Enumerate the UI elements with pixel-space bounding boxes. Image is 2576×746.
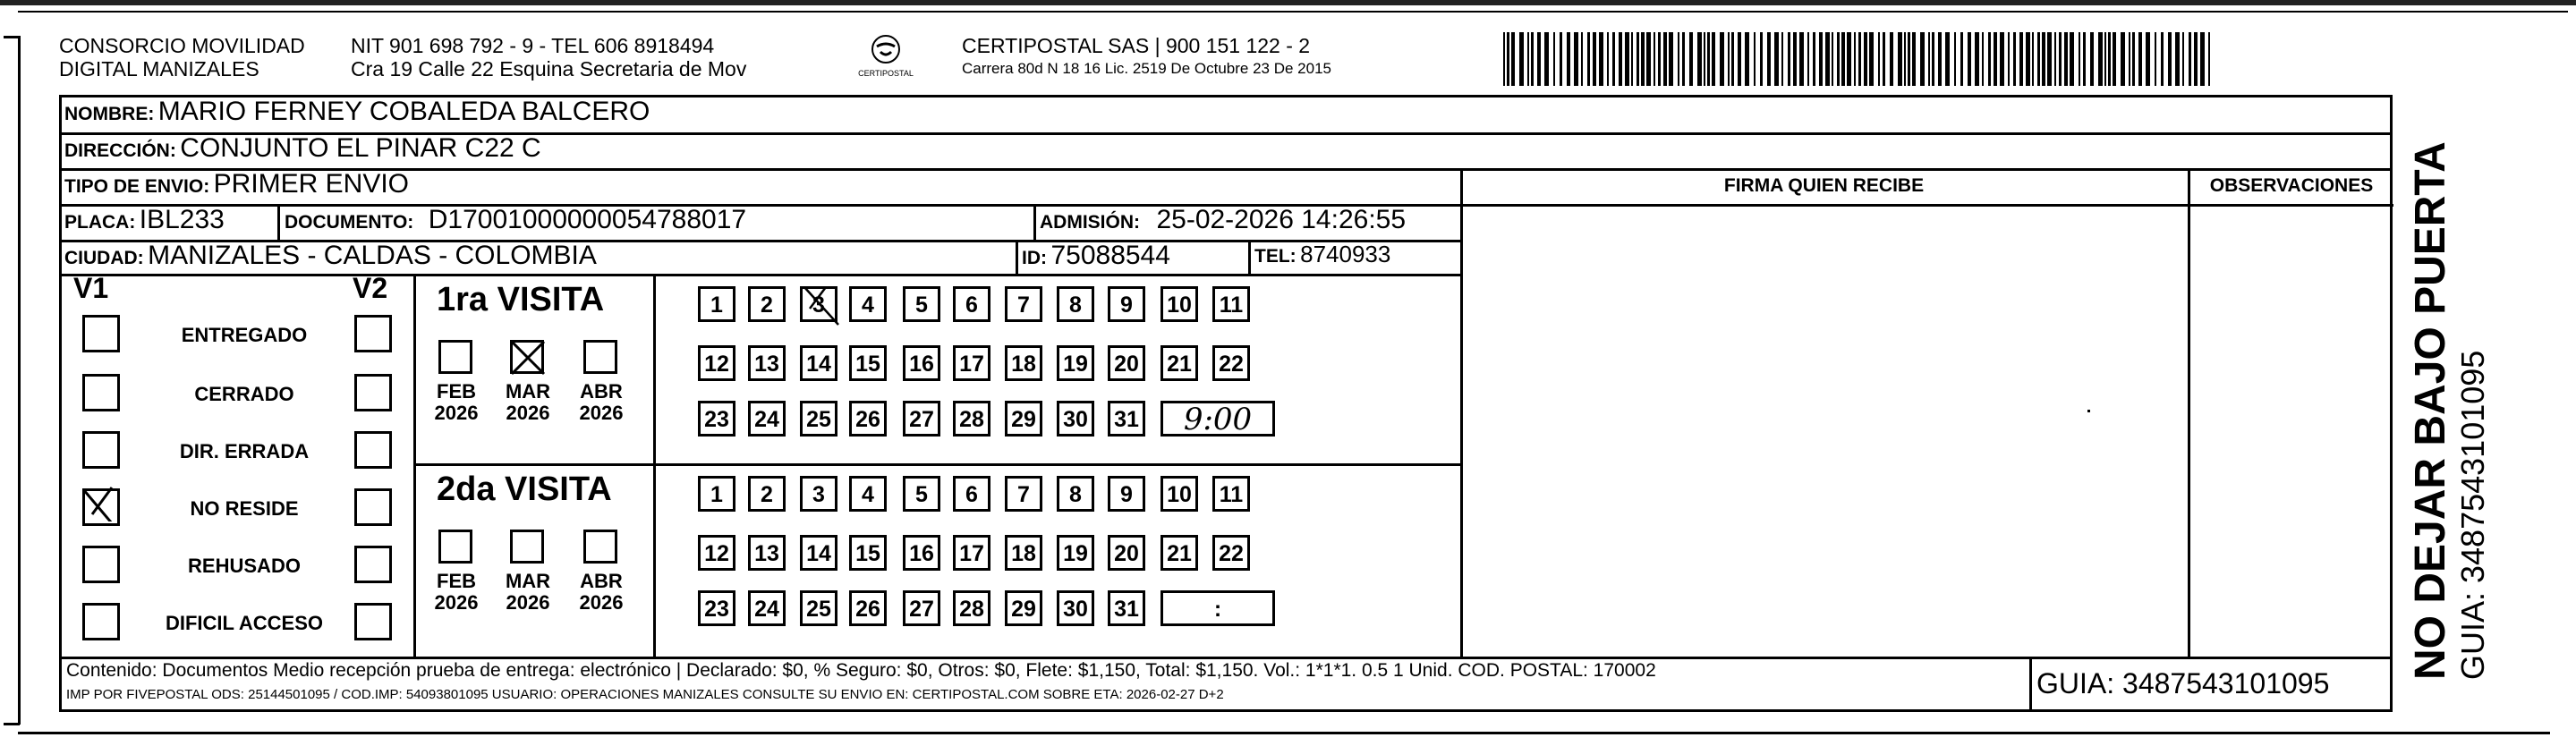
v2-checkbox[interactable] (354, 431, 392, 469)
v2-checkbox[interactable] (354, 546, 392, 583)
first-visit-day-box[interactable]: 23 (698, 401, 735, 437)
first-visit-day-box[interactable]: 16 (903, 345, 940, 381)
second-visit-title: 2da VISITA (437, 470, 612, 508)
v2-checkbox[interactable] (354, 603, 392, 640)
first-visit-day-box[interactable]: 4 (849, 286, 887, 322)
id-value: 75088544 (1050, 241, 1170, 270)
first-visit-day-box[interactable]: 12 (698, 345, 735, 381)
first-visit-day-box[interactable]: 7 (1005, 286, 1042, 322)
bottom-rule (18, 732, 2550, 734)
second-visit-day-box[interactable]: 3 (800, 476, 837, 512)
ciudad-field: CIUDAD: MANIZALES - CALDAS - COLOMBIA (64, 241, 597, 270)
second-visit-time-box[interactable]: : (1160, 590, 1275, 626)
second-visit-day-box[interactable]: 21 (1160, 535, 1198, 571)
first-visit-day-box[interactable]: 1 (698, 286, 735, 322)
v1-checkbox[interactable] (82, 603, 120, 640)
second-visit-month-checkbox[interactable] (438, 530, 472, 564)
first-visit-title: 1ra VISITA (437, 281, 605, 318)
id-field: ID: 75088544 (1022, 241, 1170, 270)
first-visit-day-box[interactable]: 26 (849, 401, 887, 437)
nombre-row (64, 97, 650, 127)
second-visit-day-box[interactable]: 31 (1108, 590, 1145, 626)
first-visit-day-box[interactable]: 8 (1057, 286, 1094, 322)
documento-field: DOCUMENTO: D17001000000054788017 (285, 205, 747, 234)
second-visit-day-box[interactable]: 1 (698, 476, 735, 512)
top-rule (18, 11, 2568, 13)
second-visit-day-box[interactable]: 7 (1005, 476, 1042, 512)
second-visit-day-box[interactable]: 30 (1057, 590, 1094, 626)
placa-value: IBL233 (139, 205, 225, 234)
first-visit-day-box[interactable]: 27 (903, 401, 940, 437)
first-visit-day-box[interactable]: 14 (800, 345, 837, 381)
tipo-row (64, 169, 409, 199)
status-label: CERRADO (194, 383, 294, 405)
left-bracket-top (4, 36, 20, 38)
tipo-value: PRIMER ENVIO (213, 169, 410, 199)
second-visit-day-box[interactable]: 18 (1005, 535, 1042, 571)
first-visit-month-label: FEB 2026 (434, 380, 479, 424)
side-text (2407, 89, 2491, 680)
side-guia: GUIA: 3487543101095 (2454, 350, 2491, 680)
admision-field: ADMISIÓN: 25-02-2026 14:26:55 (1040, 205, 1407, 234)
second-visit-day-box[interactable]: 14 (800, 535, 837, 571)
first-visit-month-checkbox[interactable] (510, 340, 544, 374)
second-visit-day-box[interactable]: 19 (1057, 535, 1094, 571)
second-visit-day-box[interactable]: 15 (849, 535, 887, 571)
first-visit-day-box[interactable]: 20 (1108, 345, 1145, 381)
v2-checkbox[interactable] (354, 488, 392, 526)
second-visit-day-box[interactable]: 8 (1057, 476, 1094, 512)
v1-checkbox[interactable] (82, 315, 120, 352)
second-visit-day-box[interactable]: 27 (903, 590, 940, 626)
v2-label: V2 (353, 272, 388, 304)
left-bracket (18, 36, 21, 725)
ciudad-value: MANIZALES - CALDAS - COLOMBIA (148, 241, 597, 270)
first-visit-month-checkbox[interactable] (583, 340, 617, 374)
second-visit-day-box[interactable]: 17 (953, 535, 990, 571)
courier-info: CERTIPOSTAL SAS | 900 151 122 - 2 Carrera 80d N 18 16 Lic. 2519 De Octubre 23 De 2015 (962, 34, 1331, 77)
direccion-label: DIRECCIÓN: (64, 140, 176, 161)
second-visit-day-box[interactable]: 13 (748, 535, 786, 571)
firma-label: FIRMA QUIEN RECIBE (1723, 175, 1925, 196)
signature-mark (2087, 410, 2090, 412)
first-visit-day-box[interactable]: 25 (800, 401, 837, 437)
status-label: NO RESIDE (190, 497, 299, 520)
first-visit-day-box[interactable]: 30 (1057, 401, 1094, 437)
first-visit-day-box[interactable]: 28 (953, 401, 990, 437)
first-visit-day-box[interactable]: 5 (903, 286, 940, 322)
first-visit-day-box[interactable]: 24 (748, 401, 786, 437)
status-label: REHUSADO (188, 555, 301, 577)
second-visit-day-box[interactable]: 16 (903, 535, 940, 571)
company-info: NIT 901 698 792 - 9 - TEL 606 8918494 Cra 19 Calle 22 Esquina Secretaria de Mov (351, 34, 747, 81)
second-visit-month-checkbox[interactable] (583, 530, 617, 564)
second-visit-day-box[interactable]: 22 (1212, 535, 1250, 571)
status-label: ENTREGADO (181, 324, 308, 346)
handwritten-time: 9:00 (1183, 402, 1253, 437)
imp-line: IMP POR FIVEPOSTAL ODS: 25144501095 / COD.IMP: 54093801095 USUARIO: OPERACIONES MANIZALES CONSULTE SU ENVIO EN: CERTIPOSTAL.COM SOBRE ETA: 2026-02-27 D+2 (66, 687, 1224, 702)
first-visit-day-box[interactable]: 2 (748, 286, 786, 322)
second-visit-day-box[interactable]: 10 (1160, 476, 1198, 512)
placa-field: PLACA: IBL233 (64, 205, 225, 234)
second-visit-day-box[interactable]: 25 (800, 590, 837, 626)
first-visit-day-box[interactable]: 6 (953, 286, 990, 322)
barcode (1503, 32, 2219, 88)
v1-checkbox[interactable] (82, 374, 120, 411)
first-visit-day-box[interactable]: 31 (1108, 401, 1145, 437)
nombre-value: MARIO FERNEY COBALEDA BALCERO (157, 97, 650, 126)
first-visit-day-box[interactable]: 22 (1212, 345, 1250, 381)
first-visit-day-box[interactable]: 3 (800, 286, 837, 322)
second-visit-month-label: ABR 2026 (579, 570, 624, 614)
observaciones-label: OBSERVACIONES (2209, 175, 2374, 196)
v2-checkbox[interactable] (354, 315, 392, 352)
tel-field: TEL: 8740933 (1254, 241, 1391, 267)
second-visit-day-box[interactable]: 4 (849, 476, 887, 512)
direccion-row (64, 133, 541, 164)
second-visit-day-box[interactable]: 29 (1005, 590, 1042, 626)
status-label: DIFICIL ACCESO (165, 612, 323, 634)
second-visit-day-box[interactable]: 11 (1212, 476, 1250, 512)
second-visit-day-box[interactable]: 24 (748, 590, 786, 626)
second-visit-day-box[interactable]: 23 (698, 590, 735, 626)
tel-value: 8740933 (1300, 241, 1391, 267)
second-visit-month-label: MAR 2026 (505, 570, 551, 614)
v1-checkbox[interactable] (82, 546, 120, 583)
v1-checkbox[interactable] (82, 431, 120, 469)
status-label: DIR. ERRADA (179, 440, 310, 462)
first-visit-day-box[interactable]: 13 (748, 345, 786, 381)
second-visit-month-label: FEB 2026 (434, 570, 479, 614)
second-visit-day-box[interactable]: 12 (698, 535, 735, 571)
admision-value: 25-02-2026 14:26:55 (1156, 205, 1407, 234)
company-name: CONSORCIO MOVILIDAD DIGITAL MANIZALES (59, 34, 305, 81)
second-visit-day-box[interactable]: 20 (1108, 535, 1145, 571)
first-visit-month-label: ABR 2026 (579, 380, 624, 424)
first-visit-day-box[interactable]: 10 (1160, 286, 1198, 322)
footer-guia: GUIA: 3487543101095 (2036, 667, 2330, 699)
second-visit-day-box[interactable]: 6 (953, 476, 990, 512)
first-visit-day-box[interactable]: 19 (1057, 345, 1094, 381)
second-visit-day-box[interactable]: 26 (849, 590, 887, 626)
first-visit-day-box[interactable]: 11 (1212, 286, 1250, 322)
certipostal-logo: CERTIPOSTAL (854, 34, 917, 78)
v1-checkbox[interactable] (82, 488, 120, 526)
second-visit-day-box[interactable]: 9 (1108, 476, 1145, 512)
tipo-label: TIPO DE ENVIO: (64, 176, 210, 197)
first-visit-day-box[interactable]: 15 (849, 345, 887, 381)
second-visit-day-box[interactable]: 5 (903, 476, 940, 512)
first-visit-day-box[interactable]: 18 (1005, 345, 1042, 381)
v2-checkbox[interactable] (354, 374, 392, 411)
top-edge (0, 0, 2576, 5)
second-visit-day-box[interactable]: 2 (748, 476, 786, 512)
no-dejar-warning: NO DEJAR BAJO PUERTA (2407, 141, 2454, 680)
content-line: Contenido: Documentos Medio recepción prueba de entrega: electrónico | Declarado: $0, % Seguro: $0, Otros: $0, Flete: $1,150, Total: $1,150. Vol.: 1*1*1. 0.5 1 Unid. COD. POSTAL: 170002 (66, 660, 1656, 681)
direccion-value: CONJUNTO EL PINAR C22 C (180, 133, 541, 163)
first-visit-day-box[interactable]: 9 (1108, 286, 1145, 322)
v1-label: V1 (73, 272, 109, 304)
first-visit-month-checkbox[interactable] (438, 340, 472, 374)
nombre-label: NOMBRE: (64, 104, 155, 124)
second-visit-month-checkbox[interactable] (510, 530, 544, 564)
first-visit-day-box[interactable]: 21 (1160, 345, 1198, 381)
documento-value: D17001000000054788017 (428, 205, 747, 234)
second-visit-day-box[interactable]: 28 (953, 590, 990, 626)
first-visit-time-box[interactable] (1160, 401, 1275, 437)
first-visit-day-box[interactable]: 29 (1005, 401, 1042, 437)
left-bracket-bottom (4, 723, 20, 725)
first-visit-month-label: MAR 2026 (505, 380, 551, 424)
first-visit-day-box[interactable]: 17 (953, 345, 990, 381)
